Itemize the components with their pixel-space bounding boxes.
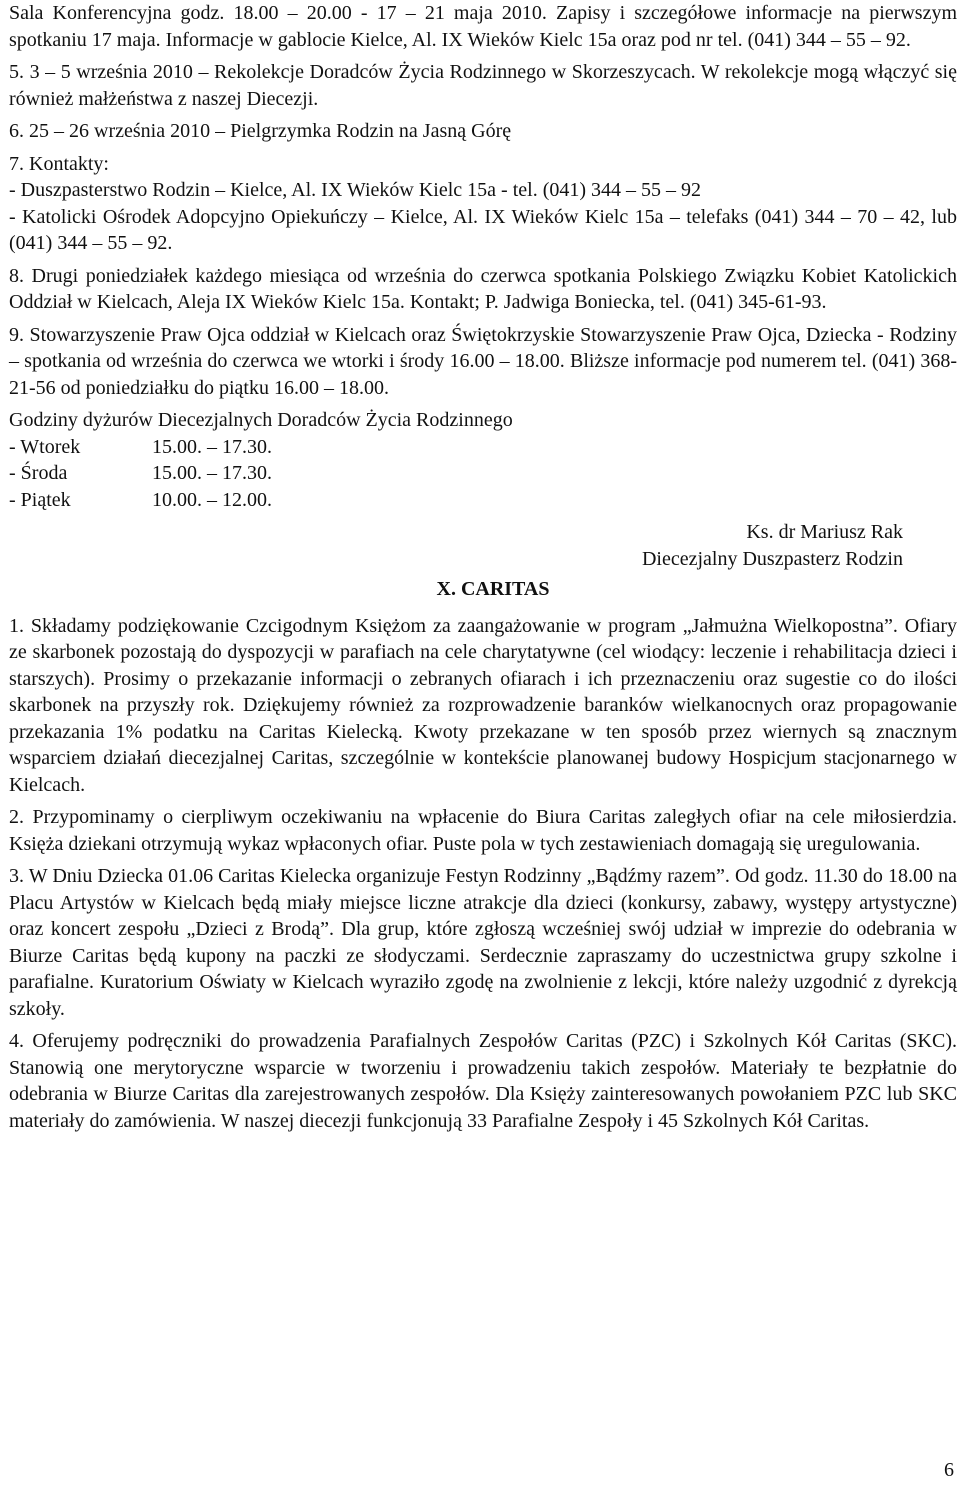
caritas-paragraph-4: 4. Oferujemy podręczniki do prowadzenia Parafialnych Zespołów Caritas (PZC) i Szkolnych Kół Caritas (SKC). Stanowią one merytoryczne wsparcie w tworzeniu i prowadzeniu takich zespołów. Materiały te bezpłatnie do odebrania w Biurze Caritas dla zarejestrowanych zespołów. Dla Księży zainteresowanych powołaniem PZC lub SKC materiały do zamówienia. W naszej diecezji funkcjonują 33 Parafialne Zespoły i 45 Szkolnych Kół Caritas.	[9, 1030, 957, 1132]
contacts-heading: 7. Kontakty:	[9, 152, 109, 175]
signature-name: Ks. dr Mariusz Rak	[746, 521, 903, 543]
caritas-paragraph-3: 3. W Dniu Dziecka 01.06 Caritas Kielecka organizuje Festyn Rodzinny „Bądźmy razem”. Od godz. 11.30 do 18.00 na Placu Artystów w Kielcach będą miały miejsce liczne atrakcje dla dzieci (konkursy, zabawy, występy artystyczne) oraz koncert zespołu „Dzieci z Brodą”. Dla grup, które zgłoszą wcześniej swój udział w imprezie do odebrania w Biurze Caritas będą kupony na paczki ze słodyczami. Serdecznie zapraszamy do uczestnictwa grupy szkolne i parafialne. Kuratorium Oświaty w Kielcach wyraziło zgodę na zwolnienie z lekcji, które należy uzgodnić z dyrekcją szkoły.	[9, 865, 957, 1020]
duty-hours-time: 15.00. – 17.30.	[152, 435, 272, 458]
caritas-paragraph-1: 1. Składamy podziękowanie Czcigodnym Księżom za zaangażowanie w program „Jałmużna Wielkopostna”. Ofiary ze skarbonek pozostają do dyspozycji w parafiach na cele charytatywne (cel wiodący: leczenie i rehabilitacja dzieci i starszych). Prosimy o przekazanie informacji o zebranych ofiarach i ich przeznaczeniu oraz sugestie co do ilości skarbonek na przyszły rok. Dziękujemy również za rozprowadzenie baranków wielkanocnych oraz propagowanie przekazania 1% podatku na Caritas Kielecką. Kwoty przekazane w ten sposób przez wiernych są znacznym wsparciem działań diecezjalnej Caritas, szczególnie w kontekście planowanej budowy Hospicjum stacjonarnego w Kielcach.	[9, 614, 957, 796]
document-page	[9, 0, 957, 1140]
signature-role: Diecezjalny Duszpasterz Rodzin	[641, 547, 903, 570]
paragraph-item8: 8. Drugi poniedziałek każdego miesiąca od września do czerwca spotkania Polskiego Związku Kobiet Katolickich Oddział w Kielcach, Aleja IX Wieków Kielc 15a. Kontakt; P. Jadwiga Boniecka, tel. (041) 345-61-93.	[9, 264, 957, 313]
caritas-paragraph-2: 2. Przypominamy o cierpliwym oczekiwaniu na wpłacenie do Biura Caritas zaległych ofiar na cele miłosierdzia. Księża dziekani otrzymują wykaz wpłaconych ofiar. Puste pola w tych zestawieniach domagają się uregulowania.	[9, 806, 957, 855]
duty-hours-row	[9, 460, 957, 487]
duty-hours-time: 10.00. – 12.00.	[152, 488, 272, 511]
duty-hours-day: - Piątek	[9, 488, 71, 511]
page-number: 6	[944, 1459, 954, 1481]
paragraph-item4-continuation: Sala Konferencyjna godz. 18.00 – 20.00 - 17 – 21 maja 2010. Zapisy i szczegółowe informacje na pierwszym spotkaniu 17 maja. Informacje w gablocie Kielce, Al. IX Wieków Kielc 15a oraz pod nr tel. (041) 344 – 55 – 92.	[9, 2, 957, 51]
duty-hours-time: 15.00. – 17.30.	[152, 462, 272, 484]
duty-hours-title: Godziny dyżurów Diecezjalnych Doradców Życia Rodzinnego	[9, 409, 513, 431]
paragraph-item9: 9. Stowarzyszenie Praw Ojca oddział w Kielcach oraz Świętokrzyskie Stowarzyszenie Praw Ojca, Dziecka - Rodziny – spotkania od września do czerwca we wtorki i środy 16.00 – 18.00. Bliższe informacje pod numerem tel. (041) 368-21-56 od poniedziałku do piątku 16.00 – 18.00.	[9, 323, 957, 399]
paragraph-item5: 5. 3 – 5 września 2010 – Rekolekcje Doradców Życia Rodzinnego w Skorzeszycach. W rekolekcje mogą włączyć się również małżeństwa z naszej Diecezji.	[9, 61, 957, 110]
contacts-line-osrodek: - Katolicki Ośrodek Adopcyjno Opiekuńczy – Kielce, Al. IX Wieków Kielc 15a – telefaks (041) 344 – 70 – 42, lub (041) 344 – 55 – 92.	[9, 205, 957, 254]
paragraph-item6: 6. 25 – 26 września 2010 – Pielgrzymka Rodzin na Jasną Górę	[9, 120, 512, 142]
duty-hours-row	[9, 434, 957, 461]
contacts-line-duszpasterstwo: - Duszpasterstwo Rodzin – Kielce, Al. IX Wieków Kielc 15a - tel. (041) 344 – 55 – 92	[9, 179, 702, 201]
signature-block	[9, 519, 903, 572]
duty-hours-day: - Środa	[9, 462, 68, 484]
duty-hours-day: - Wtorek	[9, 435, 81, 458]
contacts-section	[9, 151, 957, 257]
caritas-heading: X. CARITAS	[436, 578, 550, 600]
duty-hours-section	[9, 407, 957, 513]
duty-hours-row	[9, 487, 957, 514]
